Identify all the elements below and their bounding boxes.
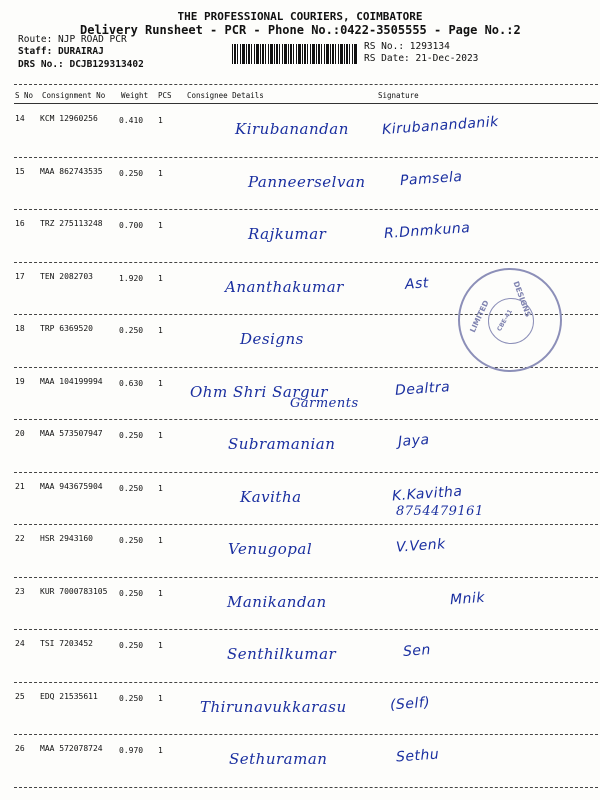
row-consignment: MAA 104199994 [40, 376, 103, 386]
row-pcs: 1 [158, 536, 163, 545]
consignee-name: Panneerselvan [248, 172, 366, 191]
runsheet-title: Delivery Runsheet - PCR - Phone No.:0422-3505555 - Page No.:2 [80, 23, 521, 37]
phone-number: 8754479161 [396, 503, 484, 519]
row-divider [14, 419, 598, 420]
row-sno: 18 [15, 324, 25, 333]
row-sno: 22 [15, 534, 25, 543]
col-header-consignment: Consignment No [42, 91, 106, 100]
row-consignment: EDQ 21535611 [40, 691, 98, 701]
row-sno: 24 [15, 639, 25, 648]
rs-number: RS No.: 1293134 [364, 41, 450, 52]
consignee-name: Rajkumar [248, 225, 327, 243]
row-weight: 0.410 [119, 116, 144, 125]
consignee-name: Ananthakumar [225, 277, 344, 296]
row-sno: 17 [15, 271, 25, 281]
consignee-name: Senthilkumar [227, 645, 337, 663]
row-consignment: TRP 6369520 [40, 324, 93, 333]
row-divider [14, 157, 598, 158]
row-pcs: 1 [158, 588, 163, 598]
company-name: THE PROFESSIONAL COURIERS, COIMBATORE [177, 10, 423, 23]
row-sno: 19 [15, 376, 25, 386]
col-header-consignee: Consignee Details [187, 91, 264, 100]
staff-label: Staff: DURAIRAJ [18, 46, 104, 57]
consignee-name-line2: Garments [290, 395, 359, 411]
row-consignment: HSR 2943160 [40, 534, 93, 543]
signature: Sen [402, 642, 432, 660]
row-weight: 0.250 [119, 431, 144, 440]
row-divider [14, 524, 598, 525]
row-pcs: 1 [158, 116, 163, 125]
signature: Ast [404, 274, 430, 293]
row-divider [14, 682, 598, 683]
consignee-name: Kavitha [240, 487, 302, 506]
row-weight: 0.630 [119, 378, 144, 388]
row-consignment: KUR 7000783105 [40, 586, 108, 596]
barcode [232, 44, 358, 64]
signature: Dealtra [394, 378, 451, 399]
row-pcs: 1 [158, 746, 163, 755]
row-sno: 14 [15, 114, 25, 123]
row-weight: 0.250 [119, 641, 144, 650]
col-header-signature: Signature [378, 91, 419, 100]
row-consignment: MAA 943675904 [40, 481, 103, 491]
row-consignment: TEN 2082703 [40, 271, 93, 281]
row-consignment: MAA 573507947 [40, 429, 103, 438]
row-pcs: 1 [158, 378, 163, 388]
row-weight: 0.250 [119, 168, 144, 178]
row-weight: 1.920 [119, 273, 144, 283]
row-sno: 16 [15, 219, 25, 228]
row-sno: 21 [15, 481, 25, 491]
row-divider [14, 734, 598, 735]
consignee-name: Ohm Shri Sargur [190, 382, 328, 401]
row-pcs: 1 [158, 221, 163, 230]
signature: K.Kavitha [391, 483, 463, 504]
signature: Sethu [395, 746, 440, 766]
row-consignment: MAA 862743535 [40, 166, 103, 176]
row-sno: 26 [15, 744, 25, 753]
row-pcs: 1 [158, 483, 163, 493]
row-pcs: 1 [158, 431, 163, 440]
row-pcs: 1 [158, 641, 163, 650]
signature: (Self) [389, 694, 431, 713]
row-weight: 0.250 [119, 588, 144, 598]
consignee-name: Designs [240, 330, 304, 348]
row-pcs: 1 [158, 693, 163, 703]
row-weight: 0.700 [119, 221, 144, 230]
row-divider [14, 472, 598, 473]
signature: Kirubanandanik [381, 113, 500, 139]
signature: Pamsela [399, 168, 464, 189]
consignee-name: Subramanian [228, 435, 336, 453]
row-consignment: TSI 7203452 [40, 639, 93, 648]
row-sno: 25 [15, 691, 25, 701]
row-divider [14, 262, 598, 263]
rs-date: RS Date: 21-Dec-2023 [364, 53, 479, 64]
consignee-name: Sethuraman [229, 750, 328, 768]
stamp-text-top: DESIGNS [511, 280, 533, 319]
row-weight: 0.250 [119, 483, 144, 493]
signature: Jaya [397, 431, 431, 451]
signature: R.Dnmkuna [383, 220, 471, 242]
row-sno: 15 [15, 166, 25, 176]
divider [14, 84, 598, 85]
row-sno: 20 [15, 429, 25, 438]
consignee-name: Manikandan [227, 592, 327, 611]
signature: Mnik [449, 589, 486, 608]
drs-number: DRS No.: DCJB129313402 [18, 59, 144, 70]
row-weight: 0.970 [119, 746, 144, 755]
stamp-text-left: LIMITED [468, 298, 491, 334]
row-pcs: 1 [158, 326, 163, 335]
col-header-sno: S No [15, 91, 34, 100]
row-pcs: 1 [158, 168, 163, 178]
col-header-weight: Weight [121, 91, 149, 100]
row-consignment: MAA 572078724 [40, 744, 103, 753]
consignee-name: Kirubanandan [235, 120, 349, 138]
row-sno: 23 [15, 586, 25, 596]
row-divider [14, 209, 598, 210]
row-weight: 0.250 [119, 693, 144, 703]
row-consignment: KCM 12960256 [40, 114, 98, 123]
stamp-text-inner: CBE-41 [495, 308, 514, 333]
row-divider [14, 787, 598, 788]
signature: V.Venk [395, 536, 447, 556]
divider [14, 103, 598, 104]
consignee-name: Thirunavukkarasu [200, 697, 347, 716]
row-weight: 0.250 [119, 536, 144, 545]
company-stamp [458, 268, 562, 372]
row-divider [14, 577, 598, 578]
route-label: Route: NJP ROAD PCR [18, 34, 127, 45]
row-divider [14, 629, 598, 630]
col-header-pcs: PCS [158, 91, 172, 100]
row-weight: 0.250 [119, 326, 144, 335]
row-pcs: 1 [158, 273, 163, 283]
row-consignment: TRZ 275113248 [40, 219, 103, 228]
consignee-name: Venugopal [228, 540, 313, 558]
